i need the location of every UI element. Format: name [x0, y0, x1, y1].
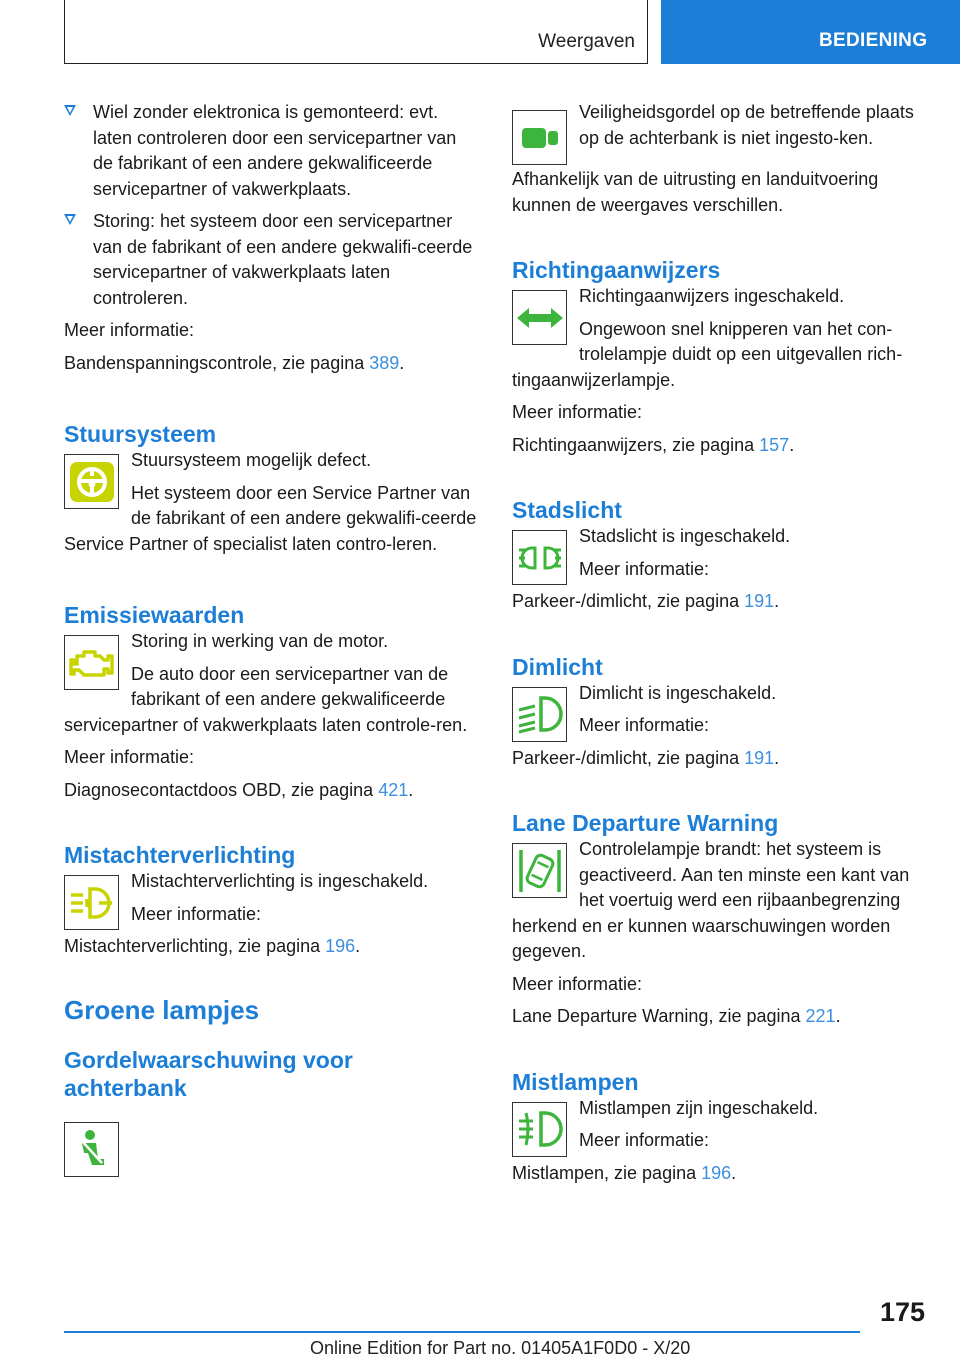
header-section-box — [64, 0, 648, 64]
seatbelt-icon — [64, 1122, 119, 1177]
heading-dimlicht: Dimlicht — [512, 653, 603, 680]
rear-fog-light-icon — [64, 875, 119, 930]
reference: Mistachterverlichting, zie pagina 196. — [64, 936, 361, 956]
chapter-tab[interactable] — [661, 0, 960, 64]
fog-light-icon — [512, 1102, 567, 1157]
reference: Parkeer-/dimlicht, zie pagina 191. — [512, 747, 780, 768]
heading-richtingaanwijzers: Richtingaanwijzers — [512, 257, 721, 283]
low-beam-icon — [512, 687, 567, 742]
left-column: Wiel zonder elektronica is gemonteerd: evt. laten controleren door een servicepartner van de fabrikant of een andere gekwalificeerde servicepartner of vakwerkplaats. Storing: het systeem door een servicepartner van de fabrikant of een andere gekwalifi-ceerde servicepartner of vakwerkplaats laten controleren. Meer informatie: Bandenspanningscontrole, zie pagina 389. Stuursysteem Stuursysteem mogelijk defect. Het systeem door een Service Partner van de fabrikant of een andere gekwalifi-ceerde Service Partner of specialist laten contro-leren. Emissiewaarden Storing in werking van de motor. De auto door een servicepartner van de fabrikant of een andere gekwalificeerde servicepartner of vakwerkplaats laten controle-ren. Meer informatie: Diagnosecontactdoos OBD, zie pagina 421. Mistachterverlichting Mistachterverlichting is ingeschakeld. Meer informatie: Mistachterverlichting, zie pagina 196. Groene lampjes Gordelwaarschuwing voor achterbank — [64, 100, 480, 1179]
reference: Lane Departure Warning, zie pagina 221. — [512, 1006, 841, 1026]
page-link[interactable]: 157 — [759, 434, 790, 455]
page-link[interactable]: 421 — [378, 779, 409, 800]
reference: Bandenspanningscontrole, zie pagina 389. — [64, 352, 405, 373]
bullet-item: Storing: het systeem door een servicepartner van de fabrikant of een andere gekwalifi-ceerde servicepartner of vakwerkplaats laten controleren. — [64, 209, 480, 311]
heading-mistlampen: Mistlampen — [512, 1068, 639, 1095]
page-link[interactable]: 191 — [744, 591, 775, 611]
reference: Richtingaanwijzers, zie pagina 157. — [512, 434, 795, 455]
footer-divider — [64, 1331, 860, 1333]
turn-signal-icon — [512, 290, 567, 345]
reference: Diagnosecontactdoos OBD, zie pagina 421. — [64, 779, 414, 800]
rear-seat-belt-icon — [512, 110, 567, 165]
bullet-item: Wiel zonder elektronica is gemonteerd: evt. laten controleren door een servicepartner van de fabrikant of een andere gekwalificeerde servicepartner of vakwerkplaats. — [64, 100, 480, 202]
section-title: Weergaven — [538, 31, 635, 52]
heading-emissiewaarden: Emissiewaarden — [64, 602, 245, 628]
footer-edition: Online Edition for Part no. 01405A1F0D0 - X/20 — [310, 1338, 691, 1358]
heading-mistachterverlichting: Mistachterverlichting — [64, 842, 296, 868]
page-link[interactable]: 196 — [325, 936, 356, 956]
heading-lane-departure-warning: Lane Departure Warning — [512, 810, 779, 836]
engine-icon — [64, 635, 119, 690]
more-info-label: Meer informatie: — [64, 320, 195, 340]
chapter-title: BEDIENING — [819, 30, 928, 51]
page-link[interactable]: 191 — [744, 747, 775, 768]
right-column: Veiligheidsgordel op de betreffende plaats op de achterbank is niet ingesto-ken. Afhankelijk van de uitrusting en landuitvoering kunnen de weergaves verschillen. Richtingaanwijzers Richtingaanwijzers ingeschakeld. Ongewoon snel knipperen van het con-trolelampje duidt op een uitgevallen rich-tingaanwijzerlampje. Meer informatie: Richtingaanwijzers, zie pagina 157. Stadslicht Stadslicht is ingeschakeld. Meer informatie: Parkeer-/dimlicht, zie pagina 191. Dimlicht Dimlicht is ingeschakeld. Meer informatie: Parkeer-/dimlicht, zie pagina 191. Lane Departure Warning Controlelampje brandt: het systeem is geactiveerd. Aan ten minste een kant van het voertuig werd een rijbaanbegrenzing herkend en er kunnen waarschuwingen worden gegeven. Meer informatie: Lane Departure Warning, zie pagina 221. Mistlampen Mistlampen zijn ingeschakeld. Meer informatie: Mistlampen, zie pagina 196. — [512, 100, 932, 1186]
heading-stuursysteem: Stuursysteem — [64, 421, 217, 447]
heading-stadslicht: Stadslicht — [512, 497, 622, 523]
page-link[interactable]: 196 — [701, 1162, 732, 1183]
heading-gordelwaarschuwing: Gordelwaarschuwing voor achterbank — [64, 1046, 353, 1101]
bullet-triangle-icon — [64, 214, 76, 225]
steering-warning-icon — [64, 454, 119, 509]
reference: Mistlampen, zie pagina 196. — [512, 1162, 737, 1183]
reference: Parkeer-/dimlicht, zie pagina 191. — [512, 591, 780, 611]
page-link[interactable]: 221 — [805, 1006, 836, 1026]
bullet-triangle-icon — [64, 105, 76, 116]
heading-groene-lampjes: Groene lampjes — [64, 994, 260, 1025]
lane-departure-icon — [512, 843, 567, 898]
parking-light-icon — [512, 530, 567, 585]
page-link[interactable]: 389 — [369, 352, 400, 373]
page-number: 175 — [880, 1297, 926, 1327]
